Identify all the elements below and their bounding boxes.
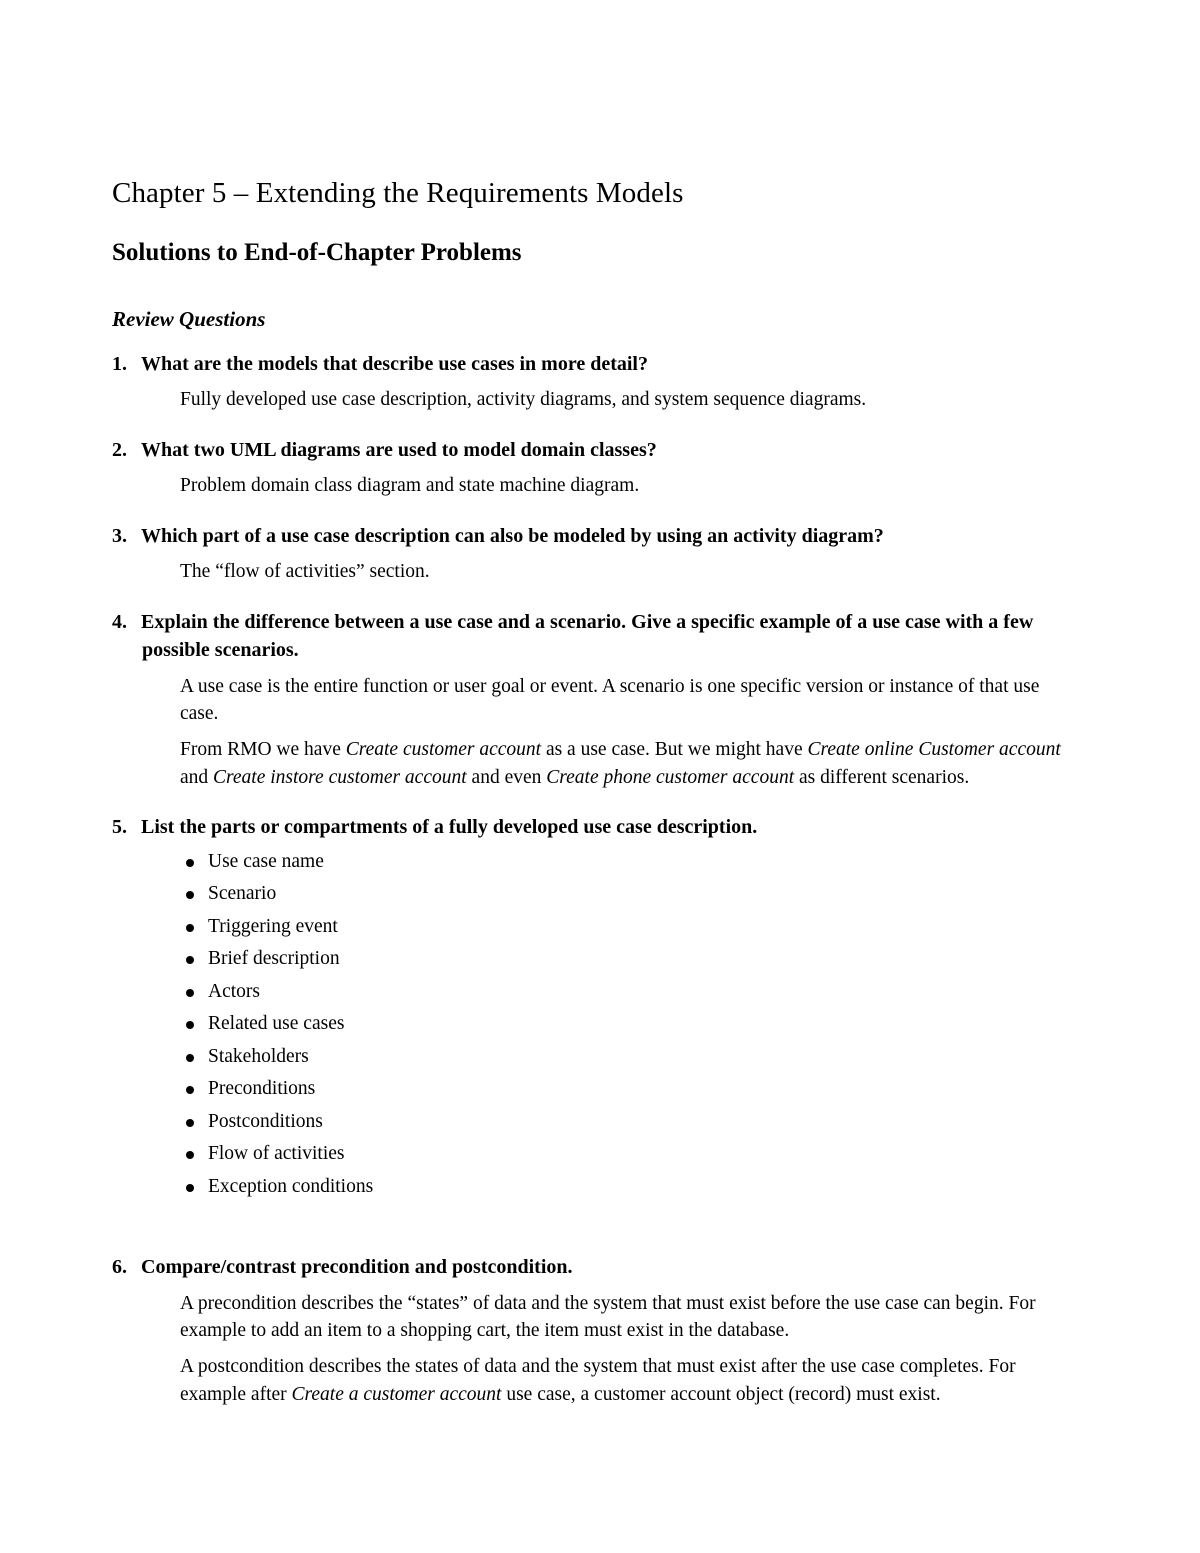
list-item: Scenario xyxy=(180,884,1088,917)
list-item: Related use cases xyxy=(180,1014,1088,1047)
question-item xyxy=(112,522,1088,550)
question-item xyxy=(112,813,1088,841)
answer-paragraph: The “flow of activities” section. xyxy=(180,561,430,583)
page-subtitle: Solutions to End-of-Chapter Problems xyxy=(112,239,522,267)
question-number: 5. xyxy=(112,816,127,839)
list-item: Postconditions xyxy=(180,1112,1088,1145)
answer-paragraph-rich: From RMO we have Create customer account as a use case. But we might have Create online Customer account and Create instore customer account and even Create phone customer account as different scenarios. xyxy=(180,738,1061,788)
question-text: List the parts or compartments of a fully developed use case description. xyxy=(141,816,758,839)
answer-paragraph: Problem domain class diagram and state machine diagram. xyxy=(180,474,640,496)
question-item xyxy=(112,350,1088,378)
question-text: What are the models that describe use cases in more detail? xyxy=(141,352,648,375)
answer-paragraph: A precondition describes the “states” of data and the system that must exist before the use case can begin. For example to add an item to a shopping cart, the item must exist in the database. xyxy=(180,1292,1036,1342)
list-item: Preconditions xyxy=(180,1079,1088,1112)
question-line xyxy=(112,1253,1088,1281)
question-line xyxy=(112,608,1088,665)
question-text: Which part of a use case description can also be modeled by using an activity diagram? xyxy=(141,524,884,547)
use-case-parts-list xyxy=(112,852,1088,1210)
section-heading-review-questions: Review Questions xyxy=(112,306,266,331)
question-number: 3. xyxy=(112,524,127,547)
question-item xyxy=(112,436,1088,464)
question-number: 6. xyxy=(112,1256,127,1279)
question-line xyxy=(112,813,1088,841)
question-number: 4. xyxy=(112,610,127,633)
question-line xyxy=(112,350,1088,378)
page-title: Chapter 5 – Extending the Requirements Models xyxy=(112,177,684,209)
answer-paragraph-rich: A postcondition describes the states of data and the system that must exist after the use case completes. For example after Create a customer account use case, a customer account object (record) must exist. xyxy=(180,1355,1016,1405)
question-item xyxy=(112,608,1088,665)
question-item xyxy=(112,1253,1088,1281)
list-item: Stakeholders xyxy=(180,1047,1088,1080)
section-spacer xyxy=(112,1209,1088,1253)
list-item: Actors xyxy=(180,982,1088,1015)
list-item: Exception conditions xyxy=(180,1177,1088,1210)
list-item: Brief description xyxy=(180,949,1088,982)
question-number: 2. xyxy=(112,438,127,461)
list-item: Flow of activities xyxy=(180,1144,1088,1177)
answer-paragraph: Fully developed use case description, activity diagrams, and system sequence diagrams. xyxy=(180,388,867,410)
question-text: What two UML diagrams are used to model domain classes? xyxy=(141,438,657,461)
list-item: Triggering event xyxy=(180,917,1088,950)
list-item: Use case name xyxy=(180,852,1088,885)
answer-paragraph: A use case is the entire function or user goal or event. A scenario is one specific version or instance of that use case. xyxy=(180,675,1040,725)
question-line xyxy=(112,522,1088,550)
question-line xyxy=(112,436,1088,464)
question-text: Explain the difference between a use case and a scenario. Give a specific example of a use case with a few possible scenarios. xyxy=(141,610,1034,662)
question-number: 1. xyxy=(112,352,127,375)
question-text: Compare/contrast precondition and postcondition. xyxy=(141,1256,573,1279)
